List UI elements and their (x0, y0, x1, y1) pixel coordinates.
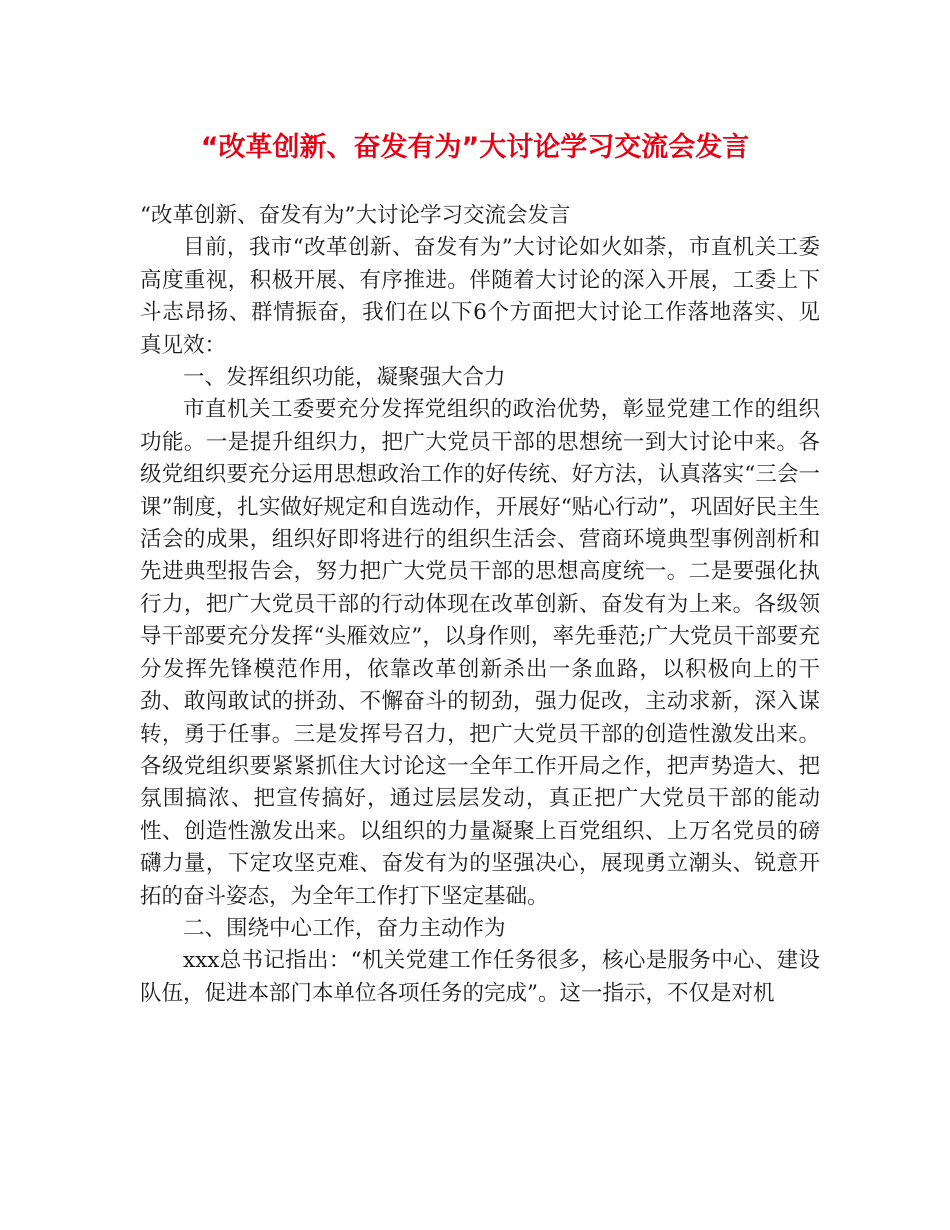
intro-paragraph: 目前，我市“改革创新、奋发有为”大讨论如火如荼，市直机关工委高度重视，积极开展、有序推进。伴随着大讨论的深入开展，工委上下斗志昂扬、群情振奋，我们在以下6个方面把大讨论工作落地落实、见真见效： (140, 235, 820, 358)
document-subtitle: “改革创新、奋发有为”大讨论学习交流会发言 (140, 203, 571, 228)
section-2-paragraph: xxx总书记指出：“机关党建工作任务很多，核心是服务中心、建设队伍，促进本部门本单位各项任务的完成”。这一指示，不仅是对机 (140, 948, 820, 1006)
section-heading-1: 一、发挥组织功能，凝聚强大合力 (183, 365, 506, 391)
section-1-paragraph: 市直机关工委要充分发挥党组织的政治优势，彰显党建工作的组织功能。一是提升组织力，把广大党员干部的思想统一到大讨论中来。各级党组织要充分运用思想政治工作的好传统、好方法，认真落实“三会一课”制度，扎实做好规定和自选动作，开展好“贴心行动”，巩固好民主生活会的成果，组织好即将进行的组织生活会、营商环境典型事例剖析和先进典型报告会，努力把广大党员干部的思想高度统一。二是要强化执行力，把广大党员干部的行动体现在改革创新、奋发有为上来。各级领导干部要充分发挥“头雁效应”，以身作则，率先垂范;广大党员干部要充分发挥先锋模范作用，依靠改革创新杀出一条血路，以积极向上的干劲、敢闯敢试的拼劲、不懈奋斗的韧劲，强力促改，主动求新，深入谋转，勇于任事。三是发挥号召力，把广大党员干部的创造性激发出来。各级党组织要紧紧抓住大讨论这一全年工作开局之作，把声势造大、把氛围搞浓、把宣传搞好，通过层层发动，真正把广大党员干部的能动性、创造性激发出来。以组织的力量凝聚上百党组织、上万名党员的磅礴力量，下定攻坚克难、奋发有为的坚强决心，展现勇立潮头、锐意开拓的奋斗姿态，为全年工作打下坚定基础。 (140, 397, 820, 909)
section-heading-2: 二、围绕中心工作，奋力主动作为 (183, 915, 506, 941)
document-title: “改革创新、奋发有为”大讨论学习交流会发言 (200, 132, 750, 163)
document-body (140, 200, 820, 1010)
